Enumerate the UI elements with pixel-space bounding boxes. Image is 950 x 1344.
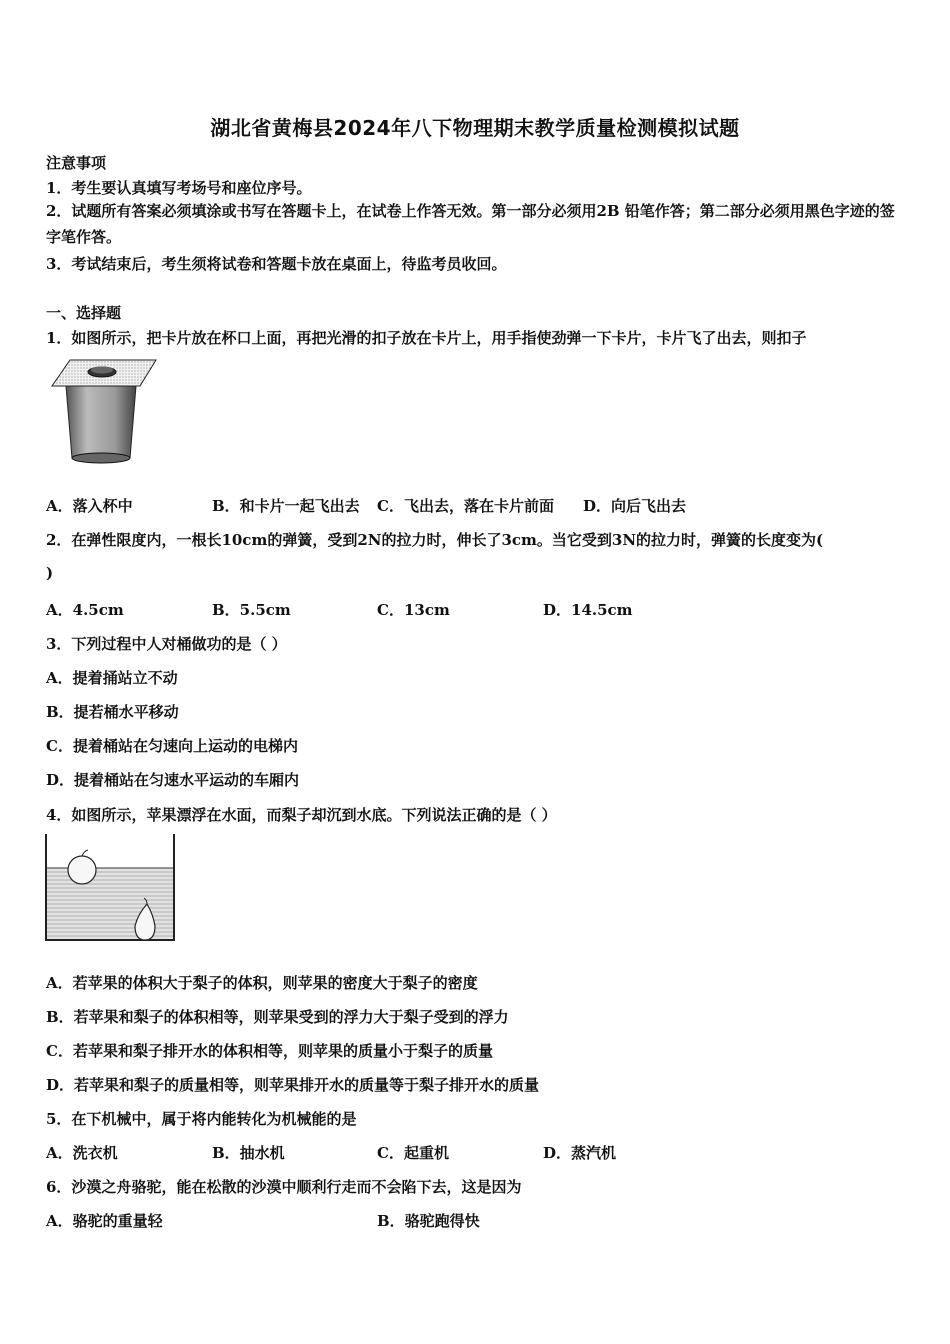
option-a: A．若苹果的体积大于梨子的体积，则苹果的密度大于梨子的密度: [46, 974, 478, 992]
option-a: A．落入杯中: [46, 497, 133, 515]
question-stem: 6．沙漠之舟骆驼，能在松散的沙漠中顺利行走而不会陷下去，这是因为: [46, 1178, 522, 1196]
option-d: D．向后飞出去: [583, 497, 687, 515]
question-stem: 4．如图所示，苹果漂浮在水面，而梨子却沉到水底。下列说法正确的是（ ）: [46, 806, 557, 824]
option-d: D．蒸汽机: [543, 1144, 617, 1162]
option-a: A．4.5cm: [46, 601, 124, 619]
option-b: B．5.5cm: [212, 601, 291, 619]
question-stem: 2．在弹性限度内，一根长10cm的弹簧，受到2N的拉力时，伸长了3cm。当它受到3N的拉力时，弹簧的长度变为(: [46, 531, 824, 549]
page-title: 湖北省黄梅县2024年八下物理期末教学质量检测模拟试题: [210, 116, 740, 140]
option-d: D．若苹果和梨子的质量相等，则苹果排开水的质量等于梨子排开水的质量: [46, 1076, 540, 1094]
option-c: C．起重机: [377, 1144, 449, 1162]
notice-item: 3．考试结束后，考生须将试卷和答题卡放在桌面上，待监考员收回。: [46, 255, 507, 273]
notice-item: 1．考生要认真填写考场号和座位序号。: [46, 179, 312, 197]
option-b: B．若苹果和梨子的体积相等，则苹果受到的浮力大于梨子受到的浮力: [46, 1008, 509, 1026]
option-a: A．提着捅站立不动: [46, 669, 178, 687]
apple-pear-water-figure: [44, 834, 178, 944]
question-stem: 1．如图所示，把卡片放在杯口上面，再把光滑的扣子放在卡片上，用手指使劲弹一下卡片，卡片飞了出去，则扣子: [46, 329, 807, 347]
option-a: A．洗衣机: [46, 1144, 118, 1162]
question-stem: 3．下列过程中人对桶做功的是（ ）: [46, 635, 287, 653]
notice-heading: 注意事项: [46, 154, 107, 172]
option-b: B．和卡片一起飞出去: [212, 497, 360, 515]
question-stem-continued: ): [46, 564, 54, 582]
option-b: B．提若桶水平移动: [46, 703, 179, 721]
option-c: C．若苹果和梨子排开水的体积相等，则苹果的质量小于梨子的质量: [46, 1042, 493, 1060]
question-stem: 5．在下机械中，属于将内能转化为机械能的是: [46, 1110, 357, 1128]
option-d: D．提着桶站在匀速水平运动的车厢内: [46, 771, 300, 789]
option-c: C．飞出去，落在卡片前面: [377, 497, 554, 515]
option-a: A．骆驼的重量轻: [46, 1212, 163, 1230]
section-heading: 一、选择题: [46, 304, 122, 322]
card-on-cup-figure: [50, 358, 158, 470]
option-b: B．抽水机: [212, 1144, 285, 1162]
option-c: C．提着桶站在匀速向上运动的电梯内: [46, 737, 298, 755]
option-d: D．14.5cm: [543, 601, 633, 619]
option-c: C．13cm: [377, 601, 450, 619]
option-b: B．骆驼跑得快: [377, 1212, 480, 1230]
notice-item: 2．试题所有答案必须填涂或书写在答题卡上，在试卷上作答无效。第一部分必须用2B 铅笔作答；第二部分必须用黑色字迹的签字笔作答。: [46, 202, 895, 246]
